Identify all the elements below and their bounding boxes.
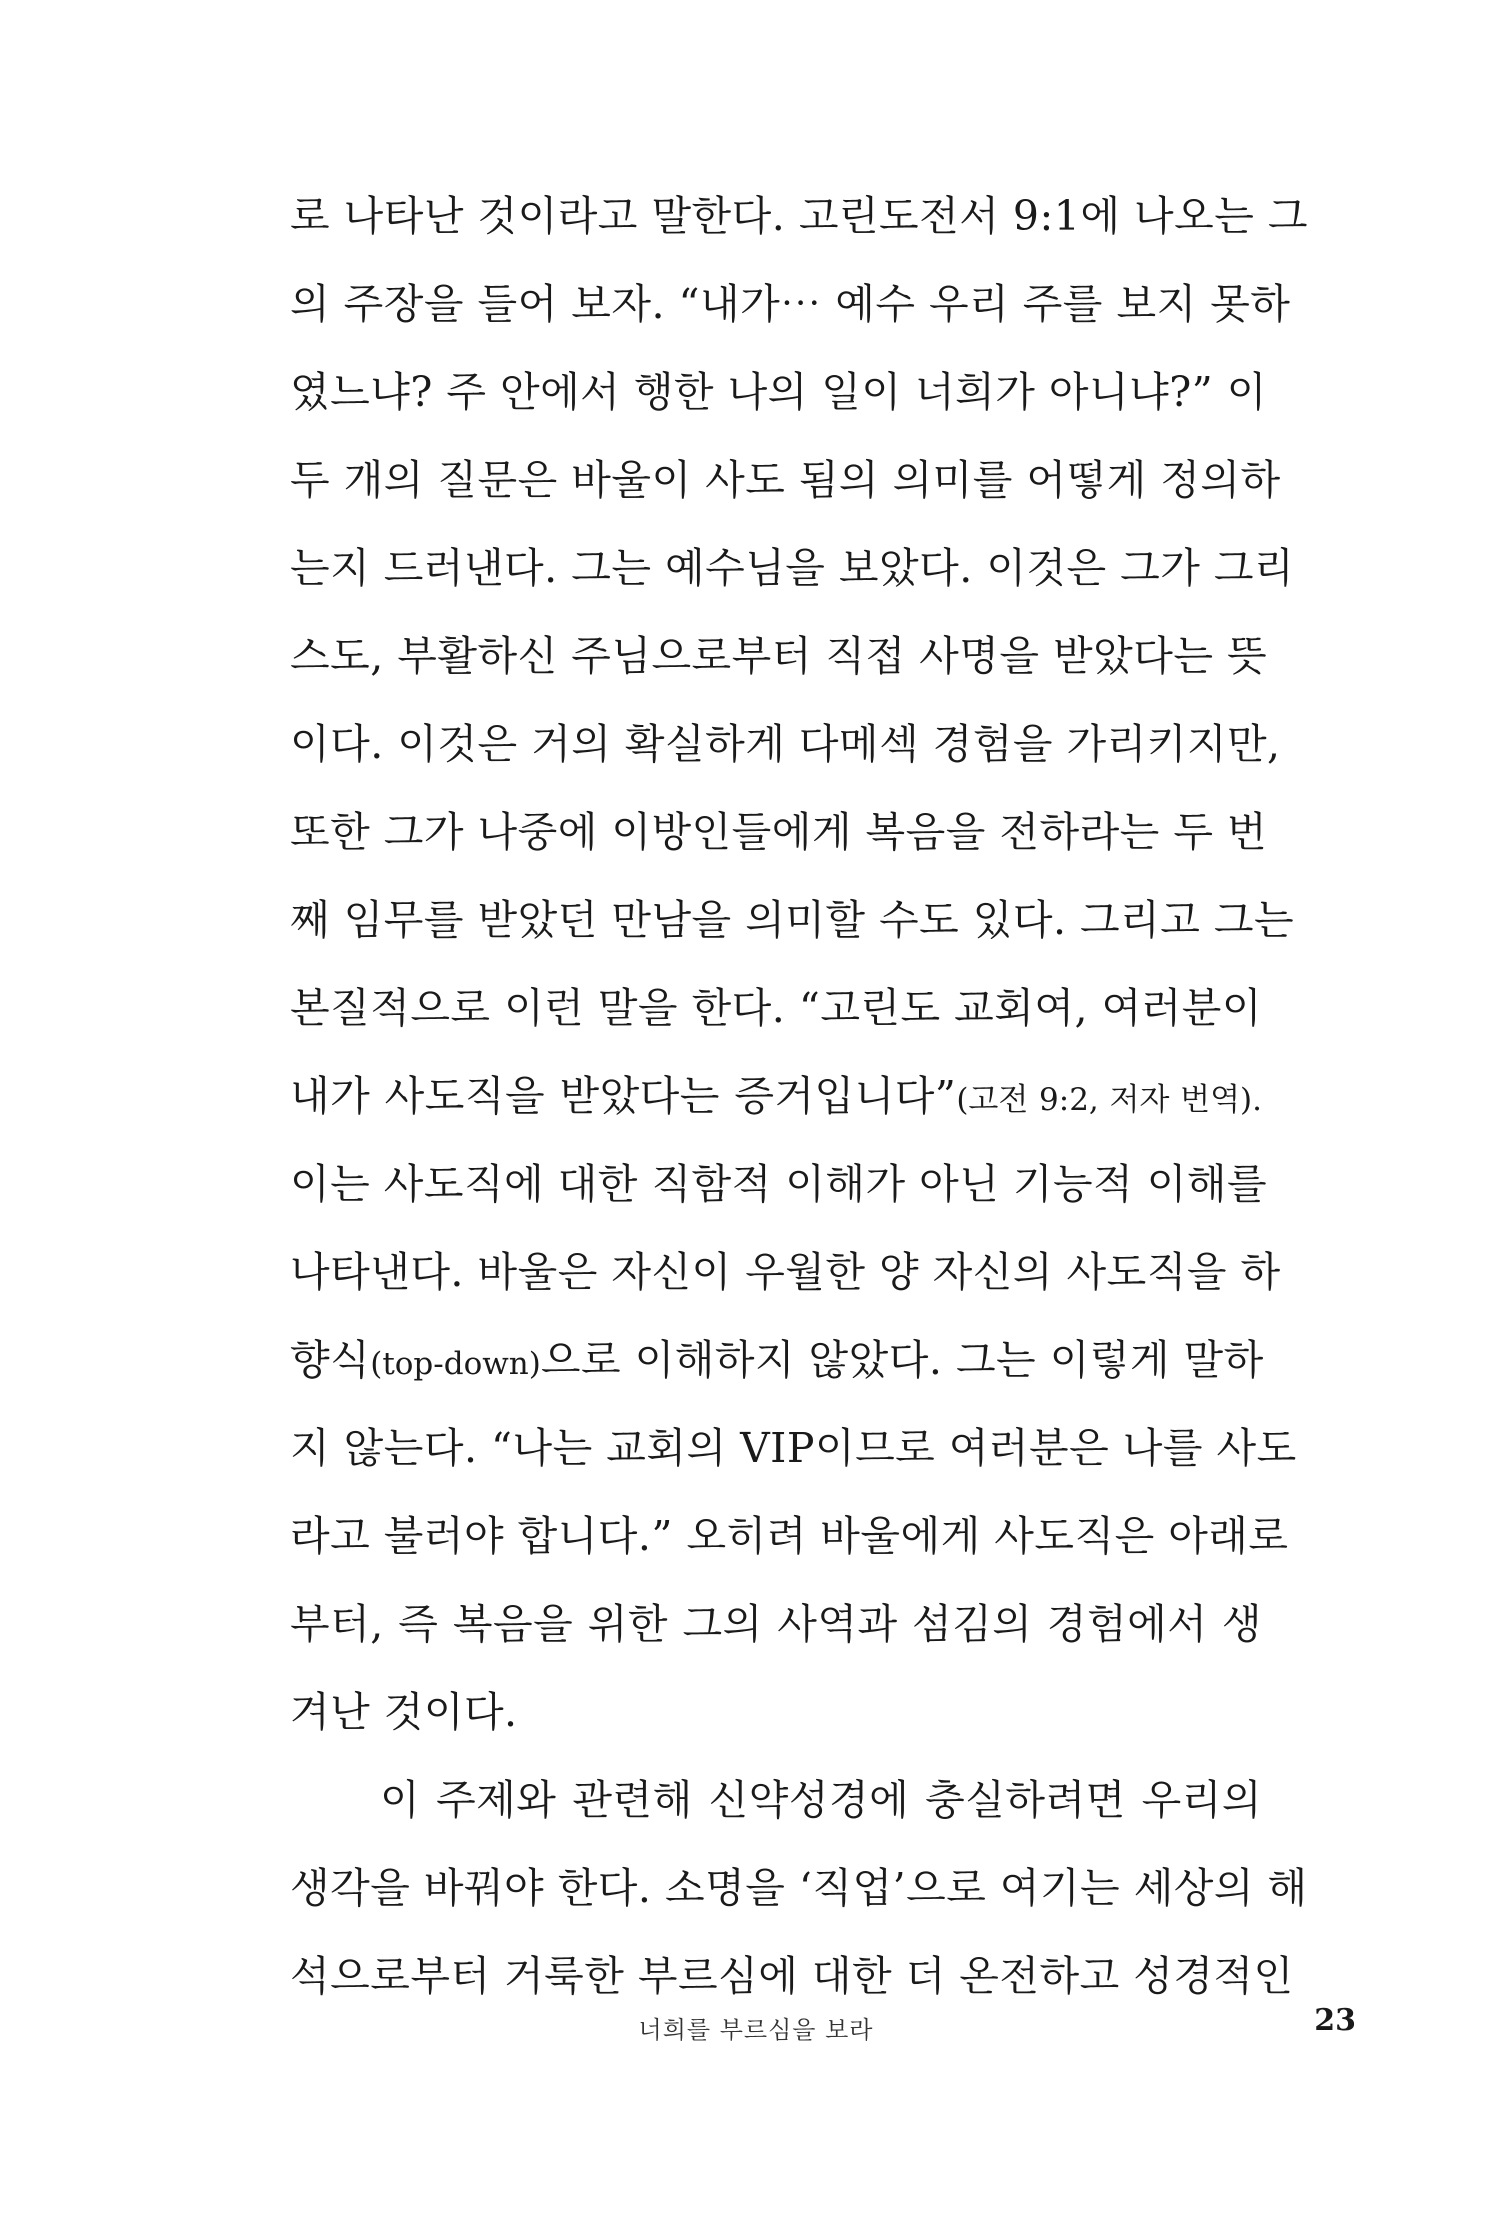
text-line: 의 주장을 들어 보자. “내가⋯ 예수 우리 주를 보지 못하 [290,280,1291,328]
text-line: 로 나타난 것이라고 말한다. 고린도전서 9:1에 나오는 그 [290,192,1308,240]
text-line: 스도, 부활하신 주님으로부터 직접 사명을 받았다는 뜻 [290,632,1268,680]
running-footer-title: 너희를 부르심을 보라 [638,2016,874,2044]
text-line: 본질적으로 이런 말을 한다. “고린도 교회여, 여러분이 [290,984,1262,1032]
text-line: 또한 그가 나중에 이방인들에게 복음을 전하라는 두 번 [290,808,1268,856]
page-number: 23 [1314,2003,1356,2038]
text-line: 지 않는다. “나는 교회의 VIP이므로 여러분은 나를 사도 [290,1424,1297,1472]
line-text: 으로 이해하지 않았다. 그는 이렇게 말하 [540,1336,1264,1384]
text-line: 겨난 것이다. [290,1688,518,1736]
gloss-note: (top-down) [370,1346,541,1382]
text-line: 부터, 즉 복음을 위한 그의 사역과 섬김의 경험에서 생 [290,1600,1262,1648]
text-line: 는지 드러낸다. 그는 예수님을 보았다. 이것은 그가 그리 [290,544,1295,592]
quote-text: 내가 사도직을 받았다는 증거입니다” [290,1072,957,1120]
text-line: 째 임무를 받았던 만남을 의미할 수도 있다. 그리고 그는 [290,896,1295,944]
body-text [290,172,1308,2020]
text-line [290,1316,1262,1404]
text-line: 였느냐? 주 안에서 행한 나의 일이 너희가 아니냐?” 이 [290,368,1267,416]
text-line: 나타낸다. 바울은 자신이 우월한 양 자신의 사도직을 하 [290,1248,1281,1296]
text-line: 생각을 바꿔야 한다. 소명을 ‘직업’으로 여기는 세상의 해 [290,1864,1308,1912]
citation-note: (고전 9:2, 저자 번역). [956,1082,1262,1118]
text-line: 두 개의 질문은 바울이 사도 됨의 의미를 어떻게 정의하 [290,456,1281,504]
text-line: 이다. 이것은 거의 확실하게 다메섹 경험을 가리키지만, [290,720,1281,768]
text-line: 라고 불러야 합니다.” 오히려 바울에게 사도직은 아래로 [290,1512,1289,1560]
text-line: 이 주제와 관련해 신약성경에 충실하려면 우리의 [380,1776,1262,1824]
text-line: 이는 사도직에 대한 직함적 이해가 아닌 기능적 이해를 [290,1160,1268,1208]
term-text: 향식 [290,1336,371,1384]
text-line: 석으로부터 거룩한 부르심에 대한 더 온전하고 성경적인 [290,1952,1294,2000]
text-line [290,1052,1262,1140]
